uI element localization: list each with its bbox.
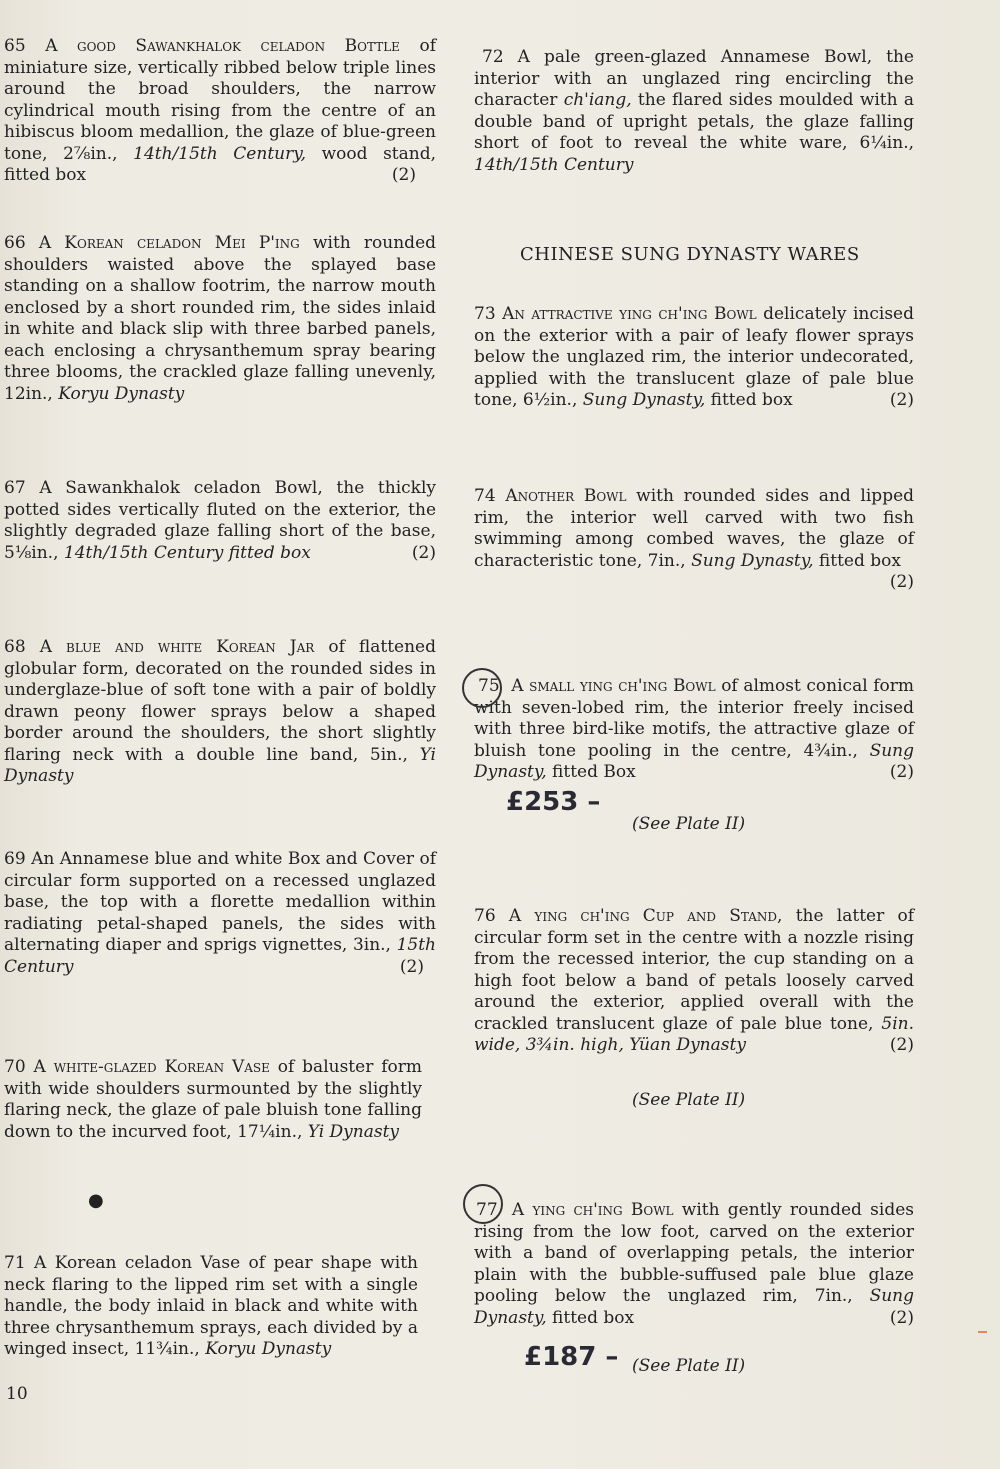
lot-74 [474,486,914,594]
lot-extras: fitted box [818,550,901,571]
lot-number: 71 [4,1253,26,1273]
lot-quantity: (2) [889,1307,914,1328]
lot-date: Yi Dynasty [4,744,436,786]
lot-date: 14th/15th Century fitted box [63,542,311,563]
lot-75 [474,676,914,784]
lot-title: An attractive ying ch'ing Bowl [502,304,757,324]
lot-title: A ying ch'ing Bowl [511,1200,674,1220]
lot-quantity: (2) [411,542,436,563]
lot-description: An Annamese blue and white Box and Cover of circular form supported on a recessed unglazed base, the top with a florette medallion within radiating petal-shaped panels, the sides with alternating diaper and sprigs vignettes, 3in., [4,849,436,955]
lot-description-cont: the flared sides moulded with a double band of upright petals, the glaze falling short of foot to reveal the white ware, 6¼in., [474,90,914,153]
lot-title: Another Bowl [505,486,627,506]
lot-number: 74 [474,486,496,506]
stray-mark: ● [88,1190,104,1211]
lot-number: 66 [4,233,26,253]
lot-description: A Korean celadon Vase of pear shape with neck flaring to the lipped rim set with a single handle, the body inlaid in black and white with three chrysanthemum sprays, each divided by a winged insect, 11¾in., [4,1253,418,1359]
right-column [474,0,914,1400]
lot-extras: wood stand, fitted box [4,143,436,185]
lot-description: with gently rounded sides rising from the low foot, carved on the exterior with a band of overlapping petals, the interior plain with the bubble-suffused pale blue glaze pooling below the unglazed rim, 7in., [474,1200,914,1306]
lot-extras: fitted box [552,1307,635,1328]
lot-number: 69 [4,849,26,869]
section-heading: CHINESE SUNG DYNASTY WARES [520,244,860,265]
lot-number: 65 [4,36,26,56]
lot-description: of almost conical form with seven-lobed rim, the interior freely incised with three bird-like motifs, the attractive glaze of bluish tone pooling in the centre, 4¾in., [474,676,915,761]
lot-title: A good Sawankhalok celadon Bottle [45,36,400,56]
handwritten-circle-75 [462,668,502,708]
lot-description: of baluster form with wide shoulders surmounted by the slightly flaring neck, the glaze of pale bluish tone falling down to the incurved foot, 17¼in., [4,1057,422,1142]
left-column [4,0,436,1400]
lot-description: of flattened globular form, decorated on the rounded sides in underglaze-blue of soft tone with a pair of boldly drawn peony flower sprays below a shaped border around the shoulders, the short slightly flaring neck with a double line band, 5in., [4,637,437,765]
lot-number: 68 [4,637,26,657]
lot-date: 15th Century [4,935,436,977]
lot-quantity: (2) [889,1035,914,1055]
handwritten-price-75: £253 – [506,787,601,817]
lot-date: Sung Dynasty, [691,550,814,571]
lot-68 [4,637,436,788]
lot-77 [474,1200,914,1329]
lot-69 [4,849,436,978]
lot-description: of miniature size, vertically ribbed below triple lines around the broad shoulders, the narrow cylindrical mouth rising from the centre of an hibiscus bloom medallion, the glaze of blue-green tone, 2⅞in., [4,36,437,164]
lot-65 [4,36,436,187]
lot-date: Yüan Dynasty [629,1035,746,1055]
lot-description: with rounded sides and lipped rim, the interior well carved with two fish swimming among combed waves, the glaze of characteristic tone, 7in., [474,486,915,571]
lot-description: with rounded shoulders waisted above the splayed base standing on a shallow footrim, the narrow mouth enclosed by a short rounded rim, the sides inlaid in white and black slip with three barbed panels, each enclosing a chrysanthemum spray bearing three blooms, the crackled glaze falling unevenly, 12in., [4,233,437,404]
lot-date: 14th/15th Century, [133,143,306,164]
pencil-mark [978,1331,987,1333]
lot-date: Sung Dynasty, [474,1286,914,1328]
lot-72 [474,47,914,176]
lot-description: the latter of circular form set in the centre with a nozzle rising from the recessed interior, the cup standing on a high foot below a band of petals loosely carved around the exterior, applied overall with the crackled translucent glaze of pale blue tone, [474,906,915,1034]
lot-extras: fitted Box [552,762,636,782]
lot-title: A blue and white Korean Jar [39,637,315,657]
lot-number: 72 [482,47,504,67]
lot-date: Koryu Dynasty [205,1339,332,1359]
lot-66 [4,233,436,405]
lot-date: Yi Dynasty [307,1121,400,1142]
lot-description: A pale green-glazed Annamese Bowl, the interior with an unglazed ring encircling the character [474,47,914,110]
lot-quantity: (2) [391,165,416,185]
lot-date: Koryu Dynasty [58,383,185,404]
lot-number: 76 [474,906,496,926]
lot-number: 70 [4,1057,26,1077]
lot-description: delicately incised on the exterior with a pair of leafy flower sprays below the unglazed rim, the interior undecorated, applied with the translucent glaze of pale blue tone, 6½in., [474,304,915,410]
lot-description: A Sawankhalok celadon Bowl, the thickly potted sides vertically fluted on the exterior, the slightly degraded glaze falling short of the base, 5⅛in., [4,478,437,563]
lot-70 [4,1057,422,1143]
plate-reference-75: (See Plate II) [632,814,746,834]
lot-extras: fitted box [710,390,793,410]
lot-title: A white-glazed Korean Vase [33,1057,270,1077]
lot-quantity: (2) [889,762,914,782]
lot-quantity: (2) [889,572,914,592]
lot-date: Sung Dynasty, [474,740,914,782]
lot-quantity: (2) [399,956,424,977]
plate-reference-76: (See Plate II) [632,1090,746,1110]
lot-71 [4,1253,418,1361]
page-number: 10 [6,1384,28,1404]
lot-67 [4,478,436,564]
lot-number: 77 [476,1200,498,1220]
lot-size: 5in. wide, 3¾in. high, [474,1013,914,1055]
lot-number: 75 [478,676,500,696]
lot-date: 14th/15th Century [474,154,634,175]
lot-number: 67 [4,478,26,498]
lot-73 [474,304,914,412]
handwritten-price-77: £187 – [524,1342,619,1372]
lot-title: A Korean celadon Mei P'ing [38,233,300,253]
lot-character: ch'iang, [563,90,632,110]
lot-quantity: (2) [889,390,914,410]
lot-76 [474,906,914,1057]
lot-number: 73 [474,304,496,324]
handwritten-circle-77 [463,1184,503,1224]
lot-title: A small ying ch'ing Bowl [511,676,716,696]
lot-title: A ying ch'ing Cup and Stand, [508,906,783,926]
lot-date: Sung Dynasty, [582,390,706,410]
plate-reference-77: (See Plate II) [632,1356,746,1376]
